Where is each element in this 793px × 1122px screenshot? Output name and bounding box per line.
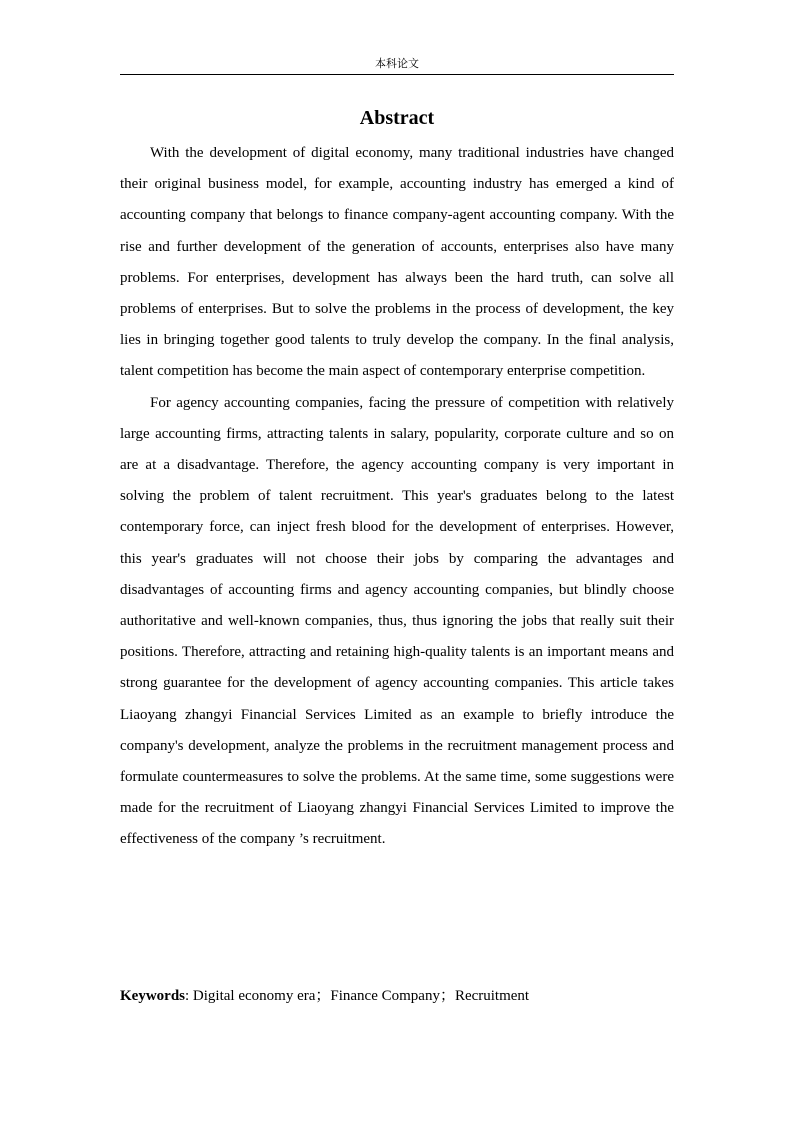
keywords-line bbox=[120, 981, 674, 1012]
keywords-list: Digital economy era；Finance Company；Recruitment bbox=[192, 988, 530, 1004]
header-divider bbox=[120, 74, 674, 75]
keywords-label: Keywords bbox=[120, 988, 185, 1004]
keywords-separator: : bbox=[185, 988, 193, 1004]
abstract-paragraph-1: With the development of digital economy, many traditional industries have changed their original business model, for example, accounting industry has emerged a kind of accounting company that belongs to finance company-agent accounting company. With the rise and further development of the generation of accounts, enterprises also have many problems. For enterprises, development has always been the hard truth, can solve all problems of enterprises. But to solve the problems in the process of development, the key lies in bringing together good talents to truly develop the company. In the final analysis, talent competition has become the main aspect of contemporary enterprise competition. bbox=[120, 145, 674, 380]
abstract-title: Abstract bbox=[359, 107, 435, 129]
abstract-body bbox=[120, 138, 674, 856]
page-header: 本科论文 bbox=[375, 57, 419, 70]
abstract-paragraph-2: For agency accounting companies, facing the pressure of competition with relatively large accounting firms, attracting talents in salary, popularity, corporate culture and so on are at a disadvantage. Therefore, the agency accounting company is very important in solving the problem of talent recruitment. This year's graduates belong to the latest contemporary force, can inject fresh blood for the development of enterprises. However, this year's graduates will not choose their jobs by comparing the advantages and disadvantages of accounting firms and agency accounting companies, but blindly choose authoritative and well-known companies, thus, thus ignoring the jobs that really suit their positions. Therefore, attracting and retaining high-quality talents is an important means and strong guarantee for the development of agency accounting companies. This article takes Liaoyang zhangyi Financial Services Limited as an example to briefly introduce the company's development, analyze the problems in the recruitment management process and formulate countermeasures to solve the problems. At the same time, some suggestions were made for the recruitment of Liaoyang zhangyi Financial Services Limited to improve the effectiveness of the company ’s recruitment. bbox=[120, 394, 674, 848]
